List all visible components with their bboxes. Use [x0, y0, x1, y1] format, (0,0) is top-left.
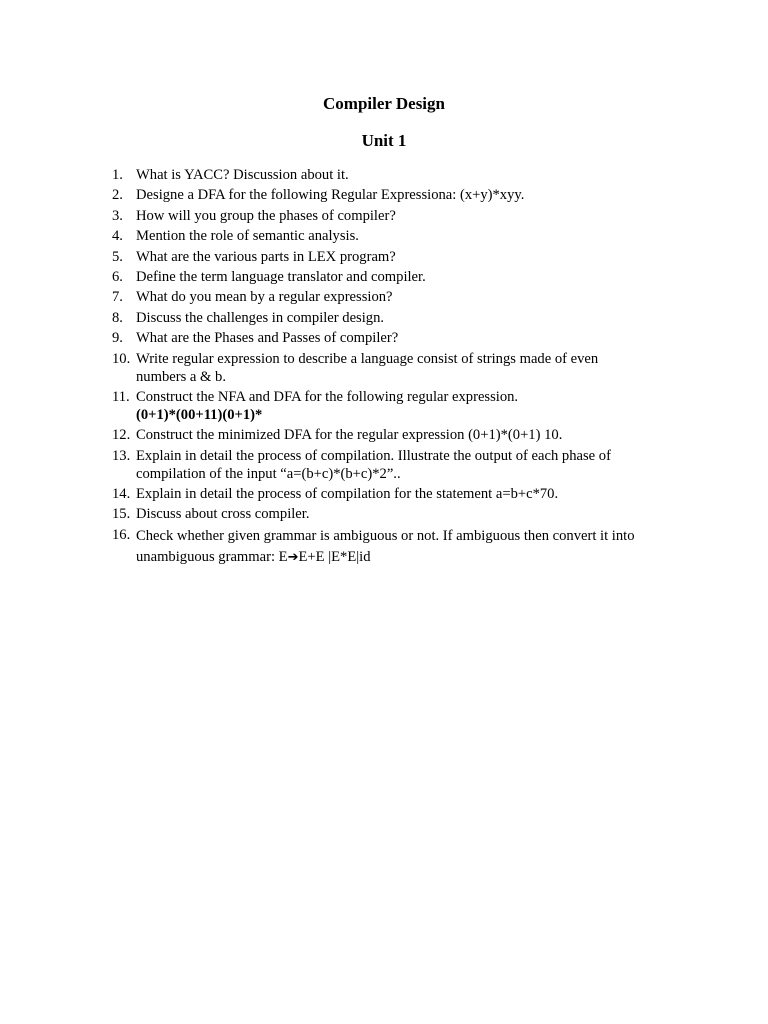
question-text: Check whether given grammar is ambiguous or not. If ambiguous then convert it into	[136, 527, 635, 544]
question-number: 3.	[112, 207, 123, 224]
question-text: Designe a DFA for the following Regular Expressiona: (x+y)*xyy.	[136, 187, 525, 204]
question-item	[0, 485, 656, 503]
question-item	[0, 268, 656, 286]
question-number: 2.	[112, 187, 123, 204]
question-number: 10.	[112, 350, 131, 367]
question-text: Explain in detail the process of compilation for the statement a=b+c*70.	[136, 486, 559, 503]
unit-heading: Unit 1	[361, 131, 407, 150]
question-text: Discuss about cross compiler.	[136, 506, 310, 523]
question-number: 14.	[112, 486, 131, 503]
question-text: What are the various parts in LEX program?	[136, 248, 396, 265]
question-item	[0, 288, 656, 306]
question-number: 11.	[112, 388, 130, 405]
question-item	[0, 388, 656, 424]
question-item	[0, 350, 656, 386]
question-number: 1.	[112, 167, 123, 183]
question-text: What do you mean by a regular expression?	[136, 289, 393, 306]
question-item	[0, 227, 656, 245]
question-number: 15.	[112, 506, 131, 523]
question-text: Explain in detail the process of compilation. Illustrate the output of each phase of	[136, 447, 611, 464]
question-item	[0, 207, 656, 225]
question-text: Construct the minimized DFA for the regular expression (0+1)*(0+1) 10.	[136, 427, 563, 444]
regular-expression: (0+1)*(00+11)(0+1)*	[136, 406, 263, 423]
question-number: 13.	[112, 447, 131, 464]
grammar-productions: E+E |E*E|id	[298, 548, 371, 565]
question-item	[0, 426, 656, 444]
question-text: Discuss the challenges in compiler design.	[136, 309, 385, 326]
question-item	[0, 329, 656, 347]
question-item	[0, 186, 656, 204]
question-item	[0, 166, 656, 184]
question-text: What is YACC? Discussion about it.	[136, 167, 349, 183]
question-text: How will you group the phases of compiler?	[136, 207, 396, 224]
question-number: 12.	[112, 427, 131, 444]
question-number: 16.	[112, 526, 131, 543]
question-item	[0, 248, 656, 266]
grammar-prefix: unambiguous grammar: E	[136, 548, 288, 565]
question-text: Mention the role of semantic analysis.	[136, 228, 359, 245]
question-item	[0, 447, 656, 483]
question-number: 8.	[112, 309, 123, 326]
question-item	[0, 309, 656, 327]
question-list	[0, 166, 768, 570]
question-item	[0, 526, 656, 568]
question-text: Construct the NFA and DFA for the following regular expression.	[136, 388, 519, 405]
question-number: 7.	[112, 289, 123, 306]
question-item	[0, 505, 656, 523]
question-text: What are the Phases and Passes of compiler?	[136, 330, 399, 347]
question-number: 6.	[112, 268, 123, 285]
question-text-continued: numbers a & b.	[136, 368, 226, 385]
grammar-line	[136, 547, 656, 568]
question-number: 9.	[112, 330, 123, 347]
document-title: Compiler Design	[323, 94, 445, 113]
question-number: 4.	[112, 228, 123, 245]
question-text: Write regular expression to describe a language consist of strings made of even	[136, 350, 599, 367]
right-arrow-icon: ➔	[287, 549, 299, 565]
question-text: Define the term language translator and compiler.	[136, 268, 426, 285]
question-text-continued: compilation of the input “a=(b+c)*(b+c)*2”..	[136, 465, 401, 482]
question-number: 5.	[112, 248, 123, 265]
